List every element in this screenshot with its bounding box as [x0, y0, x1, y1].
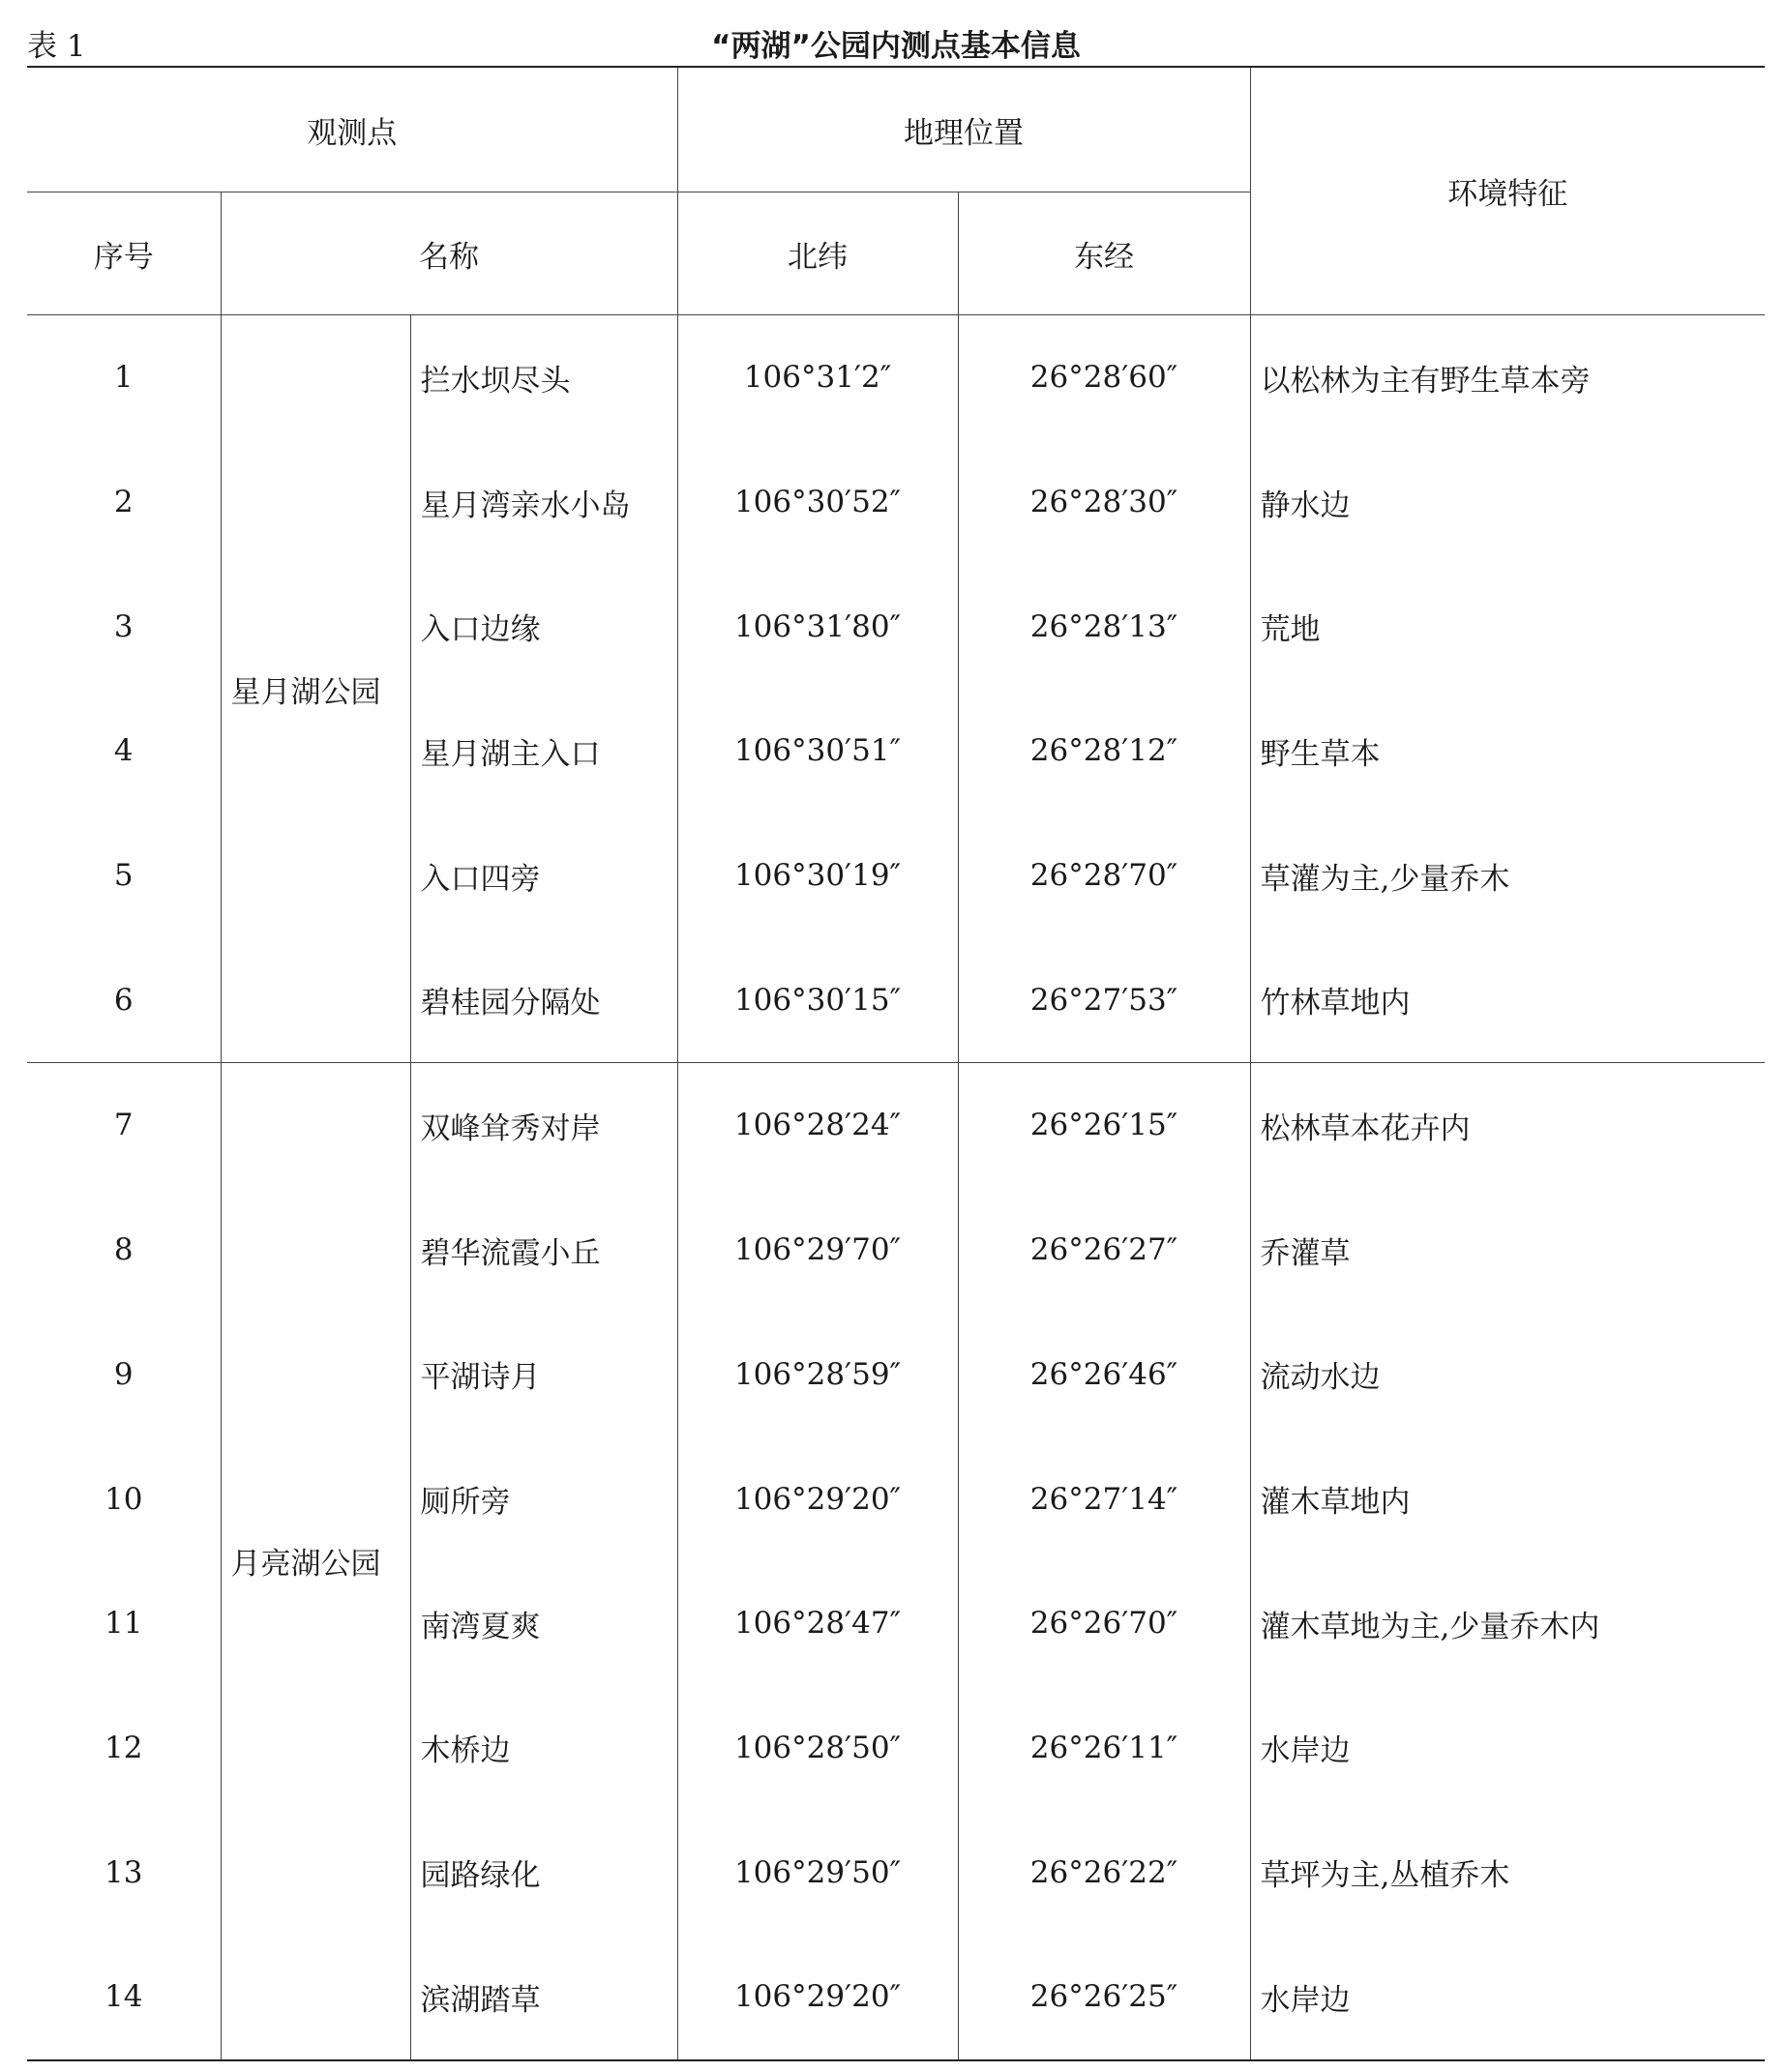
table-body: [27, 315, 1765, 2060]
cell-east-lon: 26°26′70″: [958, 1561, 1250, 1686]
cell-seq: 7: [27, 1063, 221, 1188]
cell-north-lat: 106°28′24″: [677, 1063, 958, 1188]
cell-environment: 以松林为主有野生草本旁: [1250, 315, 1765, 440]
cell-seq: 1: [113, 360, 134, 396]
header-observation-point: 观测点: [27, 67, 677, 192]
cell-east-lon: 26°28′70″: [958, 814, 1250, 938]
cell-point-name: 入口边缘: [410, 564, 677, 689]
cell-north-lat: 106°28′50″: [677, 1686, 958, 1811]
cell-east-lon: 26°28′13″: [958, 564, 1250, 689]
cell-environment: 松林草本花卉内: [1250, 1063, 1765, 1188]
cell-environment: 水岸边: [1250, 1686, 1765, 1811]
table-row: [27, 1063, 1765, 1188]
cell-seq: 9: [113, 1356, 134, 1392]
cell-north-lat: 106°30′52″: [677, 440, 958, 565]
cell-seq: 8: [113, 1232, 134, 1268]
cell-seq: 10: [104, 1481, 143, 1517]
cell-seq: 4: [113, 733, 134, 769]
cell-north-lat: 106°30′51″: [677, 689, 958, 814]
cell-east-lon: 26°26′27″: [958, 1188, 1250, 1313]
cell-point-name: 碧华流霞小丘: [410, 1188, 677, 1313]
cell-seq: 14: [27, 1935, 221, 2060]
cell-point-name: 厕所旁: [410, 1436, 677, 1561]
cell-park-name: 月亮湖公园: [221, 1063, 410, 2060]
header-name: 名称: [221, 192, 677, 315]
cell-seq: 2: [113, 485, 134, 520]
cell-point-name: 平湖诗月: [410, 1313, 677, 1437]
cell-environment: 静水边: [1250, 440, 1765, 565]
cell-east-lon: 26°26′15″: [958, 1063, 1250, 1188]
cell-north-lat: 106°29′20″: [677, 1935, 958, 2060]
cell-seq: 13: [104, 1854, 143, 1890]
cell-seq: 11: [104, 1606, 143, 1642]
cell-point-name: 星月湖主入口: [410, 689, 677, 814]
cell-environment: 水岸边: [1250, 1935, 1765, 2060]
cell-seq: 3: [113, 608, 134, 644]
cell-point-name: 双峰耸秀对岸: [410, 1063, 677, 1188]
cell-point-name: 碧桂园分隔处: [410, 937, 677, 1062]
cell-environment: 灌木草地为主,少量乔木内: [1250, 1561, 1765, 1686]
measurement-points-table: [27, 66, 1765, 2061]
cell-east-lon: 26°27′14″: [958, 1436, 1250, 1561]
cell-east-lon: 26°26′11″: [958, 1686, 1250, 1811]
cell-seq: 12: [104, 1730, 143, 1765]
header-seq: 序号: [27, 192, 221, 315]
header-north-lat: 北纬: [677, 192, 958, 315]
cell-environment: 乔灌草: [1250, 1188, 1765, 1313]
table-label: 表 1: [27, 29, 86, 64]
cell-north-lat: 106°28′47″: [677, 1561, 958, 1686]
cell-north-lat: 106°31′80″: [677, 564, 958, 689]
cell-north-lat: 106°29′50″: [677, 1810, 958, 1935]
cell-environment: 荒地: [1250, 564, 1765, 689]
header-east-lon: 东经: [958, 192, 1250, 315]
cell-point-name: 木桥边: [410, 1686, 677, 1811]
cell-environment: 流动水边: [1250, 1313, 1765, 1437]
cell-north-lat: 106°29′20″: [677, 1436, 958, 1561]
table-caption: [27, 17, 1765, 62]
cell-north-lat: 106°31′2″: [677, 315, 958, 440]
cell-east-lon: 26°26′22″: [958, 1810, 1250, 1935]
cell-east-lon: 26°28′12″: [958, 689, 1250, 814]
cell-environment: 竹林草地内: [1250, 937, 1765, 1062]
cell-east-lon: 26°26′46″: [958, 1313, 1250, 1437]
header-environment: 环境特征: [1250, 67, 1765, 315]
cell-point-name: 园路绿化: [410, 1810, 677, 1935]
cell-point-name: 拦水坝尽头: [410, 315, 677, 440]
cell-environment: 草灌为主,少量乔木: [1250, 814, 1765, 938]
cell-point-name: 南湾夏爽: [410, 1561, 677, 1686]
table-title: “两湖”公园内测点基本信息: [711, 29, 1081, 64]
header-geo-position: 地理位置: [677, 67, 1250, 192]
cell-point-name: 滨湖踏草: [410, 1935, 677, 2060]
cell-point-name: 入口四旁: [410, 814, 677, 938]
cell-north-lat: 106°28′59″: [677, 1313, 958, 1437]
cell-environment: 灌木草地内: [1250, 1436, 1765, 1561]
cell-seq: 6: [113, 982, 134, 1018]
cell-north-lat: 106°30′19″: [677, 814, 958, 938]
cell-east-lon: 26°26′25″: [958, 1935, 1250, 2060]
table-row: [27, 315, 1765, 440]
cell-north-lat: 106°30′15″: [677, 937, 958, 1062]
cell-east-lon: 26°28′60″: [958, 315, 1250, 440]
cell-environment: 草坪为主,丛植乔木: [1250, 1810, 1765, 1935]
cell-north-lat: 106°29′70″: [677, 1188, 958, 1313]
cell-east-lon: 26°27′53″: [958, 937, 1250, 1062]
cell-seq: 5: [113, 858, 134, 894]
cell-environment: 野生草本: [1250, 689, 1765, 814]
cell-park-name: 星月湖公园: [221, 315, 410, 1063]
cell-point-name: 星月湾亲水小岛: [410, 440, 677, 565]
cell-east-lon: 26°28′30″: [958, 440, 1250, 565]
